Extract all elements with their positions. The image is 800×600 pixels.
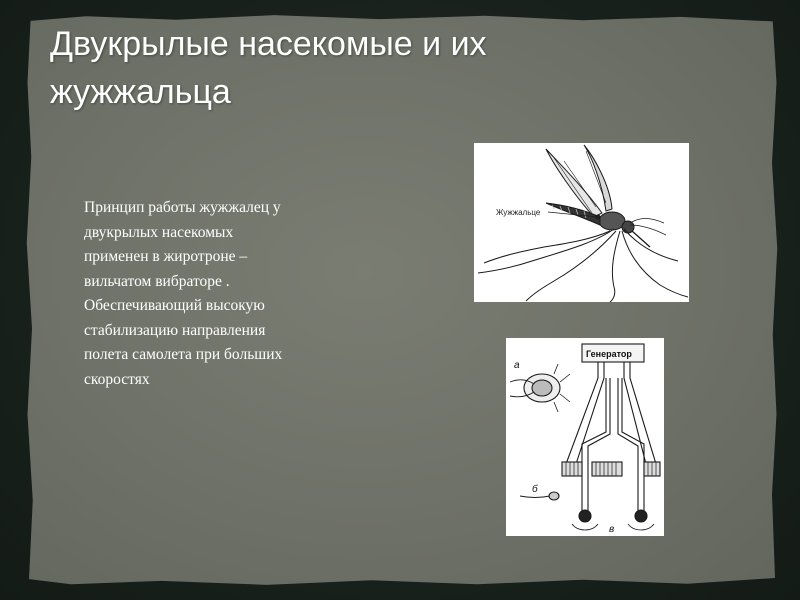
generator-label: Генератор: [586, 349, 632, 359]
slide-body-text: Принцип работы жужжалец у двукрылых насекомых применен в жиротроне – вильчатом вибраторе . Обеспечивающий высокую стабилизацию направления полета самолета при больших скоростях: [84, 199, 283, 388]
label-v: в: [609, 524, 615, 535]
mosquito-illustration: [474, 143, 689, 302]
gyrotron-diagram: [506, 338, 664, 536]
label-a: а: [514, 360, 520, 371]
gyrotron-figure: [506, 338, 664, 536]
slide-title: Двукрылые насекомые и их жужжальца: [50, 25, 487, 111]
haltere-label: Жужжальце: [496, 208, 541, 217]
label-b: б: [532, 484, 538, 495]
mosquito-figure: [474, 143, 689, 302]
